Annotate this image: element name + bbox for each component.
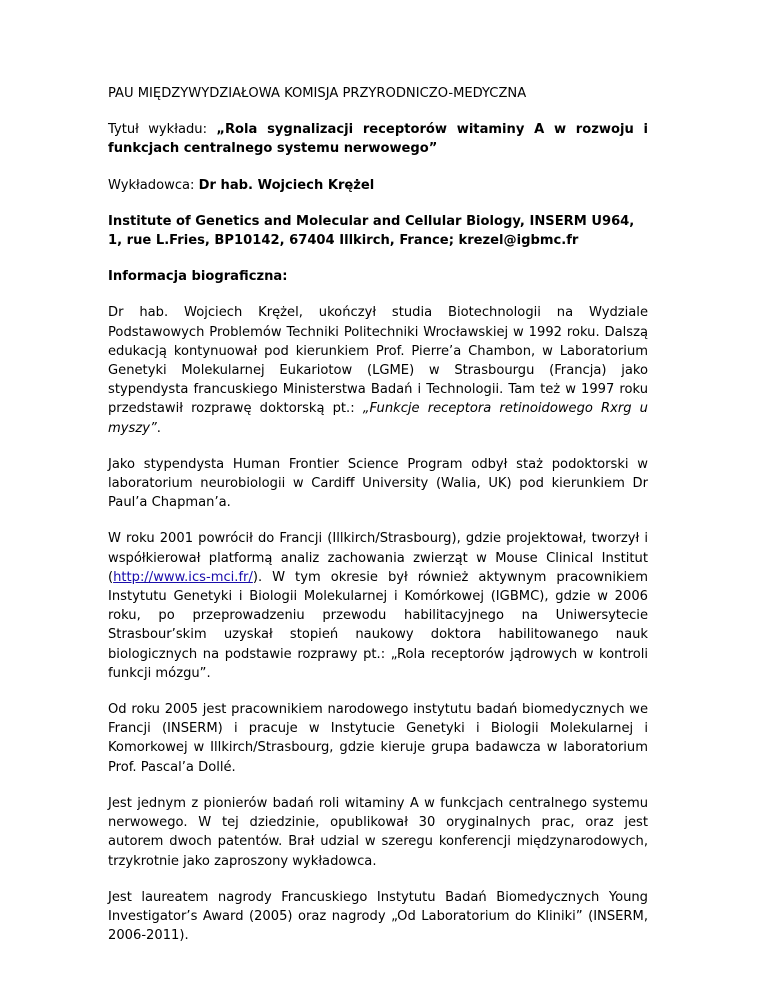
mci-link[interactable]: http://www.ics-mci.fr/ — [113, 569, 253, 585]
lecturer-name: Dr hab. Wojciech Krężel — [198, 177, 375, 193]
lecturer-line — [108, 176, 648, 195]
affiliation: Institute of Genetics and Molecular and Cellular Biology, INSERM U964, 1, rue L.Fries, BP10142, 67404 Illkirch, France; krezel@igbmc.fr — [108, 213, 635, 249]
bio-paragraph-1 — [108, 303, 648, 437]
bio-p1-text: Dr hab. Wojciech Krężel, ukończył studia Biotechnologii na Wydziale Podstawowych Problemów Techniki Politechniki Wrocławskiej w 1992 roku. Dalszą edukacją kontynuował pod kierunkiem Prof. Pierre’a Chambon, w Laboratorium Genetyki Molekularnej Eukariotow (LGME) w Strasbourgu (Francja) jako stypendysta francuskiego Ministerstwa Badań i Technologii. Tam też w 1997 roku przedstawił rozprawę doktorską pt.: — [108, 305, 648, 417]
bio-p1-end: . — [156, 420, 161, 436]
bio-paragraph-6: Jest laureatem nagrody Francuskiego Instytutu Badań Biomedycznych Young Investigator’s Award (2005) oraz nagrody „Od Laboratorium do Kliniki” (INSERM, 2006-2011). — [108, 889, 648, 944]
lecturer-label: Wykładowca: — [108, 177, 195, 193]
bio-paragraph-4: Od roku 2005 jest pracownikiem narodowego instytutu badań biomedycznych we Francji (INSERM) i pracuje w Instytucie Genetyki i Biologii Molekularnej i Komorkowej w Illkirch/Strasbourg, gdzie kieruje grupa badawcza w laboratorium Prof. Pascal’a Dollé. — [108, 702, 648, 775]
bio-heading: Informacja biograficzna: — [108, 269, 288, 285]
bio-paragraph-3 — [108, 529, 648, 683]
document-page — [108, 84, 648, 962]
dissertation-title: „Funkcje receptora retinoidowego Rxrg u myszy” — [108, 401, 648, 436]
bio-p3-text-a: W roku 2001 powrócił do Francji (Illkirch/Strasbourg), gdzie projektował, tworzył i współkierował platformą analiz zachowania zwierząt w Mouse Clinical Institut ( — [108, 531, 648, 585]
commission-header: PAU MIĘDZYWYDZIAŁOWA KOMISJA PRZYRODNICZO-MEDYCZNA — [108, 86, 527, 101]
lecture-title: „Rola sygnalizacji receptorów witaminy A w rozwoju i funkcjach centralnego systemu nerwowego” — [108, 122, 648, 157]
bio-paragraph-2: Jako stypendysta Human Frontier Science Program odbył staż podoktorski w laboratorium neurobiologii w Cardiff University (Walia, UK) pod kierunkiem Dr Paul’a Chapman’a. — [108, 456, 648, 511]
lecture-title-line — [108, 120, 648, 158]
bio-p3-text-b: ). W tym okresie był również aktywnym pracownikiem Instytutu Genetyki i Biologii Molekularnej i Komórkowej (IGBMC), gdzie w 2006 roku, po przeprowadzeniu przewodu habilitacyjnego na Uniwersytecie Strasbour’skim uzyskał stopień naukowy doktora habilitowanego nauk biologicznych na podstawie rozprawy pt.: „Rola receptorów jądrowych w kontroli funkcji mózgu”. — [108, 569, 648, 681]
lecture-title-label: Tytuł wykładu: — [108, 122, 207, 138]
bio-paragraph-5: Jest jednym z pionierów badań roli witaminy A w funkcjach centralnego systemu nerwowego. W tej dziedzinie, opublikował 30 oryginalnych prac, oraz jest autorem dwoch patentów. Brał udzial w szeregu konferencji międzynarodowych, trzykrotnie jako zaproszony wykładowca. — [108, 795, 648, 869]
